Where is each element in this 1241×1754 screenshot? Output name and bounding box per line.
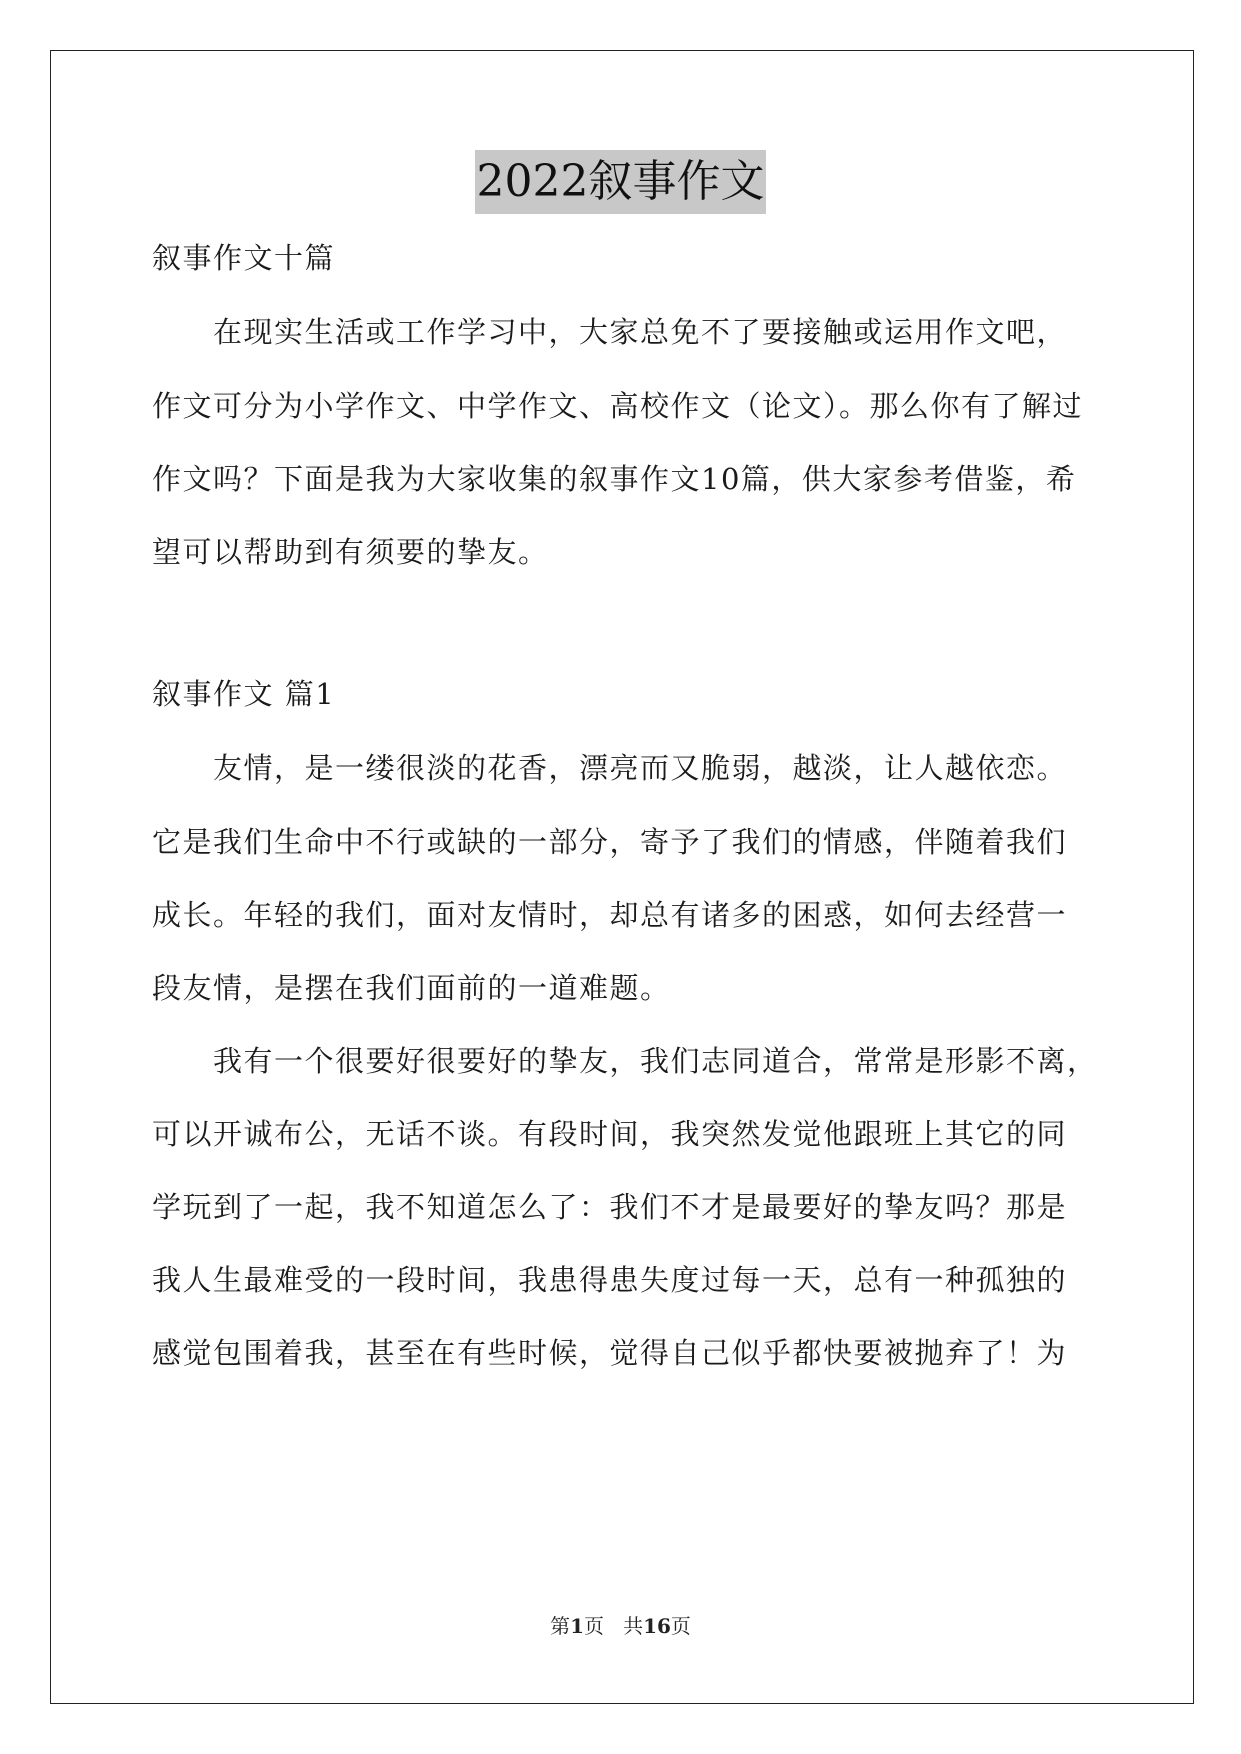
paragraph2-line-5: 感觉包围着我，甚至在有些时候，觉得自己似乎都快要被抛弃了！为: [152, 1336, 1068, 1370]
paragraph1-line-4: 段友情，是摆在我们面前的一道难题。: [152, 971, 671, 1005]
intro-line-4: 望可以帮助到有须要的挚友。: [152, 535, 549, 569]
document-title: 2022叙事作文: [475, 150, 767, 214]
footer-total-prefix: 共: [623, 1614, 644, 1638]
footer-page-prefix: 第: [550, 1614, 571, 1638]
footer-page-total: 16: [643, 1614, 671, 1638]
page-border: [50, 50, 1194, 1704]
paragraph2-line-1: 我有一个很要好很要好的挚友，我们志同道合，常常是形影不离，: [213, 1044, 1098, 1078]
intro-line-2: 作文可分为小学作文、中学作文、高校作文（论文）。那么你有了解过: [152, 389, 1084, 423]
paragraph2-line-2: 可以开诚布公，无话不谈。有段时间，我突然发觉他跟班上其它的同: [152, 1117, 1068, 1151]
title-container: [0, 150, 1241, 214]
intro-line-3: 作文吗？下面是我为大家收集的叙事作文10篇，供大家参考借鉴，希: [152, 462, 1077, 496]
paragraph2-line-4: 我人生最难受的一段时间，我患得患失度过每一天，总有一种孤独的: [152, 1263, 1068, 1297]
footer-page-current: 1: [570, 1614, 584, 1638]
footer-total-suffix: 页: [670, 1614, 691, 1638]
page-footer: [0, 1612, 1241, 1640]
paragraph1-line-3: 成长。年轻的我们，面对友情时，却总有诸多的困惑，如何去经营一: [152, 898, 1068, 932]
paragraph2-line-3: 学玩到了一起，我不知道怎么了：我们不才是最要好的挚友吗？那是: [152, 1190, 1068, 1224]
paragraph1-line-2: 它是我们生命中不行或缺的一部分，寄予了我们的情感，伴随着我们: [152, 825, 1068, 859]
section-heading: 叙事作文 篇1: [152, 677, 336, 711]
intro-line-1: 在现实生活或工作学习中，大家总免不了要接触或运用作文吧，: [213, 315, 1068, 349]
document-subtitle: 叙事作文十篇: [152, 241, 336, 275]
footer-page-mid: 页: [584, 1614, 604, 1638]
paragraph1-line-1: 友情，是一缕很淡的花香，漂亮而又脆弱，越淡，让人越依恋。: [213, 751, 1068, 785]
